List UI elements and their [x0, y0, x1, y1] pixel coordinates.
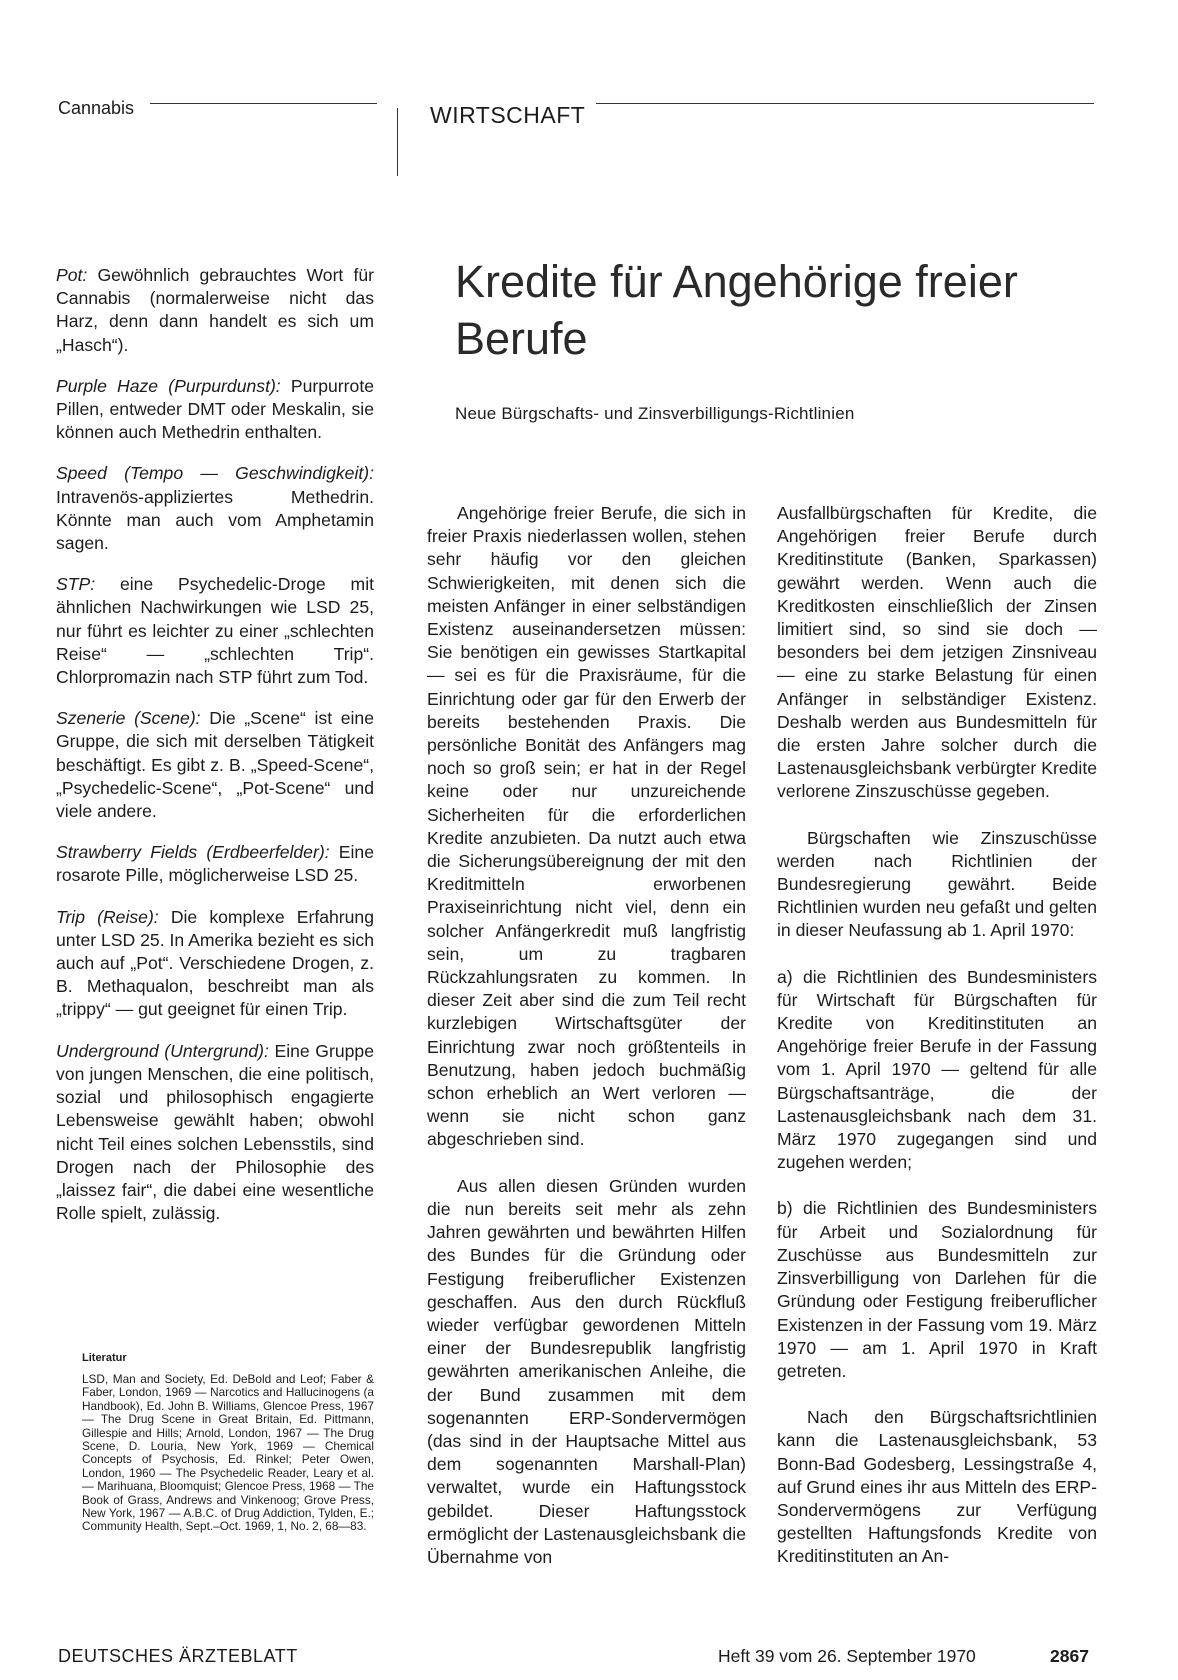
glossary-term: Szenerie (Scene): — [56, 708, 201, 729]
body-paragraph: Bürgschaften wie Zinszuschüsse werden nach Richtlinien der Bundesregierung gewährt. Beide Richtlinien wurden neu gefaßt und gelten in dieser Neufassung ab 1. April 1970: — [777, 827, 1097, 941]
section-label-cannabis: Cannabis — [58, 98, 135, 118]
body-paragraph: Nach den Bürgschaftsrichtlinien kann die Lastenausgleichsbank, 53 Bonn-Bad Godesberg, Lessingstraße 4, auf Grund eines ihr aus Mitteln des ERP-Sondervermögens zur Verfügung gestellten Haftungsfonds Kredite von Kreditinstituten an An- — [777, 1407, 1097, 1567]
glossary-term: Speed (Tempo — Geschwindigkeit): — [56, 463, 374, 484]
glossary-entry — [56, 573, 374, 689]
glossary-term: Trip (Reise): — [56, 906, 159, 927]
glossary-text: Eine Gruppe von jungen Menschen, die eine politisch, sozial und philosophisch engagierte Lebensweise gewählt haben; obwohl nicht Teil eines solchen Lebensstils, sind Drogen nach der Philosophie des „laissez fair“, die dabei eine wesentliche Rolle spielt, zulässig. — [56, 1040, 374, 1224]
glossary-text: Purpurrote Pillen, entweder DMT oder Meskalin, sie können auch Methedrin enthalten. — [56, 375, 374, 443]
glossary-term: Pot: — [56, 265, 88, 285]
glossary-term: STP: — [56, 574, 96, 595]
glossary-term: Underground (Untergrund): — [56, 1040, 269, 1061]
body-paragraph: Aus allen diesen Gründen wurden die nun bereits seit mehr als zehn Jahren gewährten und bewährten Hilfen des Bundes für die Gründung oder Festigung freiberuflicher Existenzen geschaffen. Aus den durch Rückfluß wieder verfügbar gewordenen Mitteln einer der Bundesrepublik langfristig gewährten amerikanischen Anleihe, die der Bund zusammen mit dem sogenannten ERP-Sondervermögen (das sind in der Hauptsache Mittel aus dem sogenannten Marshall-Plan) verwaltet, wurde ein Haftungsstock gebildet. Dieser Haftungsstock ermöglicht der Lastenausgleichsbank die Übernahme von — [427, 1175, 746, 1567]
glossary-entry — [56, 1040, 374, 1226]
glossary-text: Die „Scene“ ist eine Gruppe, die sich mit derselben Tätigkeit beschäftigt. Es gibt z. B. „Speed-Scene“, „Psychedelic-Scene“, „Pot-Scene“ und viele andere. — [56, 708, 374, 822]
glossary-term: Strawberry Fields (Erdbeerfelder): — [56, 842, 330, 863]
glossary-text: Eine rosarote Pille, möglicherweise LSD 25. — [56, 842, 374, 886]
glossary-column — [56, 264, 374, 1243]
glossary-entry — [56, 375, 374, 445]
glossary-entry — [56, 462, 374, 555]
article-title: Kredite für Angehörige freier Berufe — [455, 256, 1018, 364]
body-paragraph: b) die Richtlinien des Bundesministers für Arbeit und Sozialordnung für Zuschüsse aus Bundesmitteln zur Zinsverbilligung von Darlehen für die Gründung oder Festigung freiberuflicher Existenzen in der Fassung vom 19. März 1970 — am 1. April 1970 in Kraft getreten. — [777, 1198, 1097, 1381]
literature-text: LSD, Man and Society, Ed. DeBold and Leof; Faber & Faber, London, 1969 — Narcotics and Hallucinogens (a Handbook), Ed. John B. Williams, Glencoe Press, 1967 — The Drug Scene in Great Britain, Ed. Pittmann, Gillespie and Hills; Arnold, London, 1967 — The Drug Scene, D. Louria, New York, 1969 — Chemical Concepts of Psychosis, Ed. Rinkel; Peter Owen, London, 1960 — The Psychedelic Reader, Leary et al. — Marihuana, Bloomquist; Glencoe Press, 1968 — The Book of Grass, Andrews and Vinkenoog; Grove Press, New York, 1967 — A.B.C. of Drug Addiction, Tylden, E.; Community Health, Sept.–Oct. 1969, 1, No. 2, 68—83. — [82, 1372, 374, 1534]
page-number: 2867 — [1050, 1646, 1089, 1666]
column-divider — [397, 108, 398, 176]
glossary-text: eine Psychedelic-Droge mit ähnlichen Nachwirkungen wie LSD 25, nur führt es leichter zu einer „schlechten Reise“ — „schlechten Trip“. Chlorpromazin nach STP führt zum Tod. — [56, 574, 374, 688]
article-subtitle: Neue Bürgschafts- und Zinsverbilligungs-Richtlinien — [455, 404, 855, 423]
article-body-column-2 — [777, 502, 1097, 1592]
body-paragraph: a) die Richtlinien des Bundesministers für Wirtschaft für Bürgschaften für Kredite von Kreditinstituten an Angehörige freier Berufe in der Fassung vom 1. April 1970 — geltend für alle Bürgschaftsanträge, die der Lastenausgleichsbank nach dem 31. März 1970 zugegangen sind und zugehen werden; — [777, 966, 1097, 1173]
issue-info: Heft 39 vom 26. September 1970 — [718, 1646, 976, 1666]
article-body-column-1 — [427, 502, 746, 1592]
journal-name: DEUTSCHES ÄRZTEBLATT — [58, 1646, 298, 1666]
glossary-text: Die komplexe Erfahrung unter LSD 25. In Amerika bezieht es sich auch auf „Pot“. Verschiedene Drogen, z. B. Methaqualon, beschreibt man als „trippy“ — gut geeignet für einen Trip. — [56, 906, 374, 1020]
body-paragraph: Angehörige freier Berufe, die sich in freier Praxis niederlassen wollen, stehen sehr häufig vor den gleichen Schwierigkeiten, mit denen sich die meisten Anfänger in einer selbständigen Existenz auseinandersetzen müssen: Sie benötigen ein gewisses Startkapital — sei es für die Praxisräume, für die Einrichtung oder gar für den Erwerb der bereits bestehenden Praxis. Die persönliche Bonität des Anfängers mag noch so groß sein; er hat in der Regel keine oder nur unzureichende Sicherheiten für die erforderlichen Kredite anzubieten. Da nutzt auch etwa die Sicherungsübereignung der mit den Kreditmitteln erworbenen Praxiseinrichtung nicht viel, denn ein solcher Anfängerkredit muß langfristig sein, um zu tragbaren Rückzahlungsraten zu kommen. In dieser Zeit aber sind die zum Teil recht kurzlebigen Wirtschaftsgüter der Einrichtung zwar noch größtenteils in Benutzung, haben jedoch buchmäßig schon erheblich an Wert verloren — wenn sie nicht schon ganz abgeschrieben sind. — [427, 503, 746, 1150]
header-rule-left — [150, 103, 377, 104]
glossary-text: Intravenös-appliziertes Methedrin. Könnte man auch vom Amphetamin sagen. — [56, 486, 374, 554]
body-paragraph: Ausfallbürgschaften für Kredite, die Angehörigen freier Berufe durch Kreditinstitute (Banken, Sparkassen) gewährt werden. Wenn auch die Kreditkosten einschließlich der Zinsen limitiert sind, so sind sie doch — besonders bei dem jetzigen Zinsniveau — eine zu starke Belastung für einen Anfänger in selbständiger Existenz. Deshalb werden aus Bundesmitteln für die ersten Jahre solcher durch die Lastenausgleichsbank verbürgter Kredite verlorene Zinszuschüsse gegeben. — [777, 503, 1097, 802]
glossary-entry — [56, 841, 374, 887]
glossary-term: Purple Haze (Purpurdunst): — [56, 375, 281, 396]
glossary-entry — [56, 707, 374, 823]
header-rule-right — [596, 103, 1094, 104]
glossary-text: Gewöhnlich gebrauchtes Wort für Cannabis (normalerweise nicht das Harz, denn dann handelt es sich um „Hasch“). — [56, 265, 374, 355]
literature-heading: Literatur — [82, 1352, 127, 1364]
section-label-wirtschaft: WIRTSCHAFT — [430, 102, 586, 128]
glossary-entry — [56, 264, 374, 357]
glossary-entry — [56, 906, 374, 1022]
